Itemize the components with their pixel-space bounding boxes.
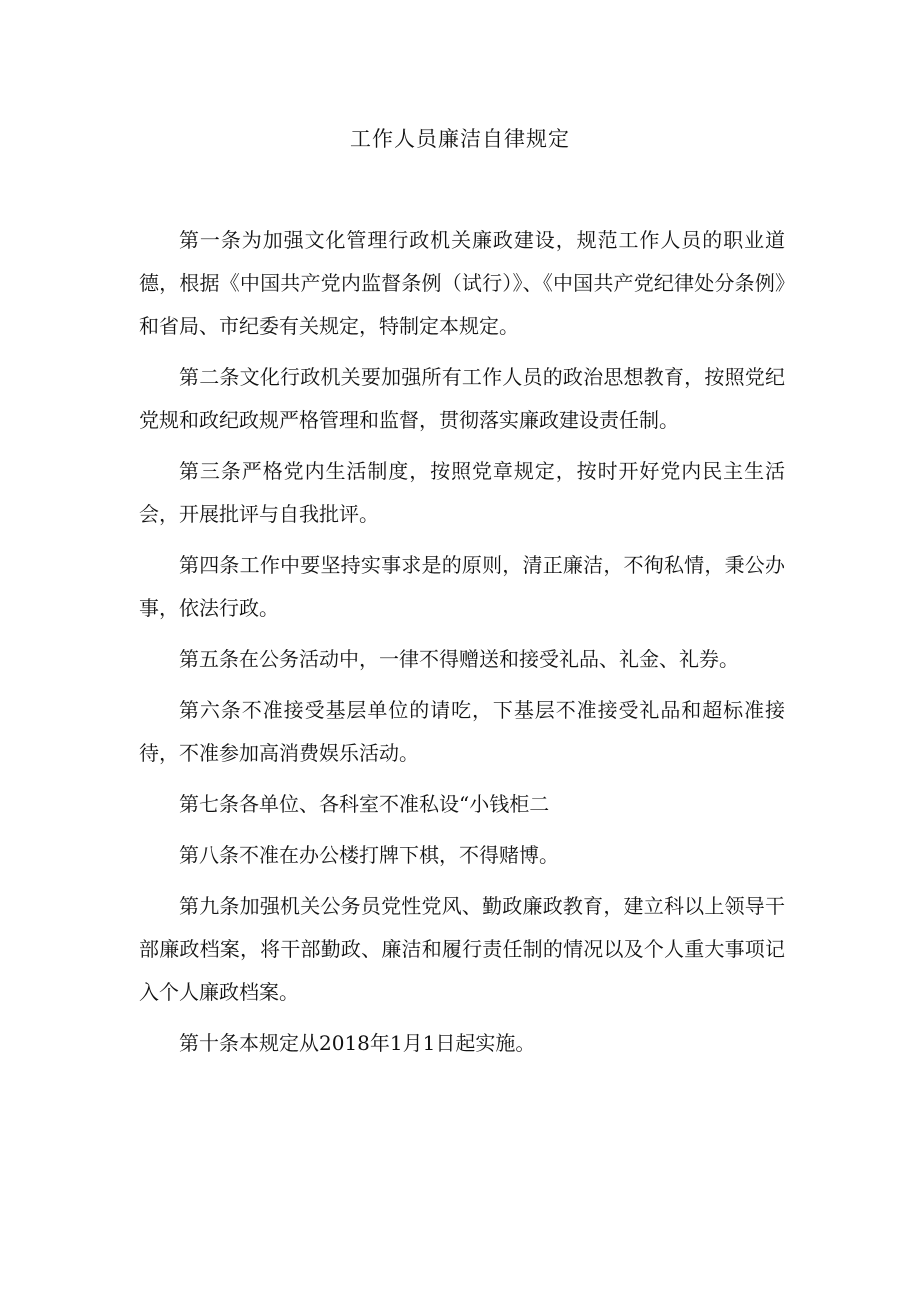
article-9: 第九条加强机关公务员党性党风、勤政廉政教育，建立科以上领导干部廉政档案，将干部勤政、廉洁和履行责任制的情况以及个人重大事项记入个人廉政档案。 xyxy=(139,894,785,1004)
article-10: 第十条本规定从2018年1月1日起实施。 xyxy=(179,1031,536,1055)
article-5: 第五条在公务活动中，一律不得赠送和接受礼品、礼金、礼券。 xyxy=(179,647,739,671)
article-3: 第三条严格党内生活制度，按照党章规定，按时开好党内民主生活会，开展批评与自我批评。 xyxy=(139,459,785,526)
document-title: 工作人员廉洁自律规定 xyxy=(350,127,570,151)
article-4: 第四条工作中要坚持实事求是的原则，清正廉洁，不徇私情，秉公办事，依法行政。 xyxy=(139,553,785,620)
article-2: 第二条文化行政机关要加强所有工作人员的政治思想教育，按照党纪党规和政纪政规严格管理和监督，贯彻落实廉政建设责任制。 xyxy=(139,365,785,432)
document-body xyxy=(139,219,785,1073)
article-8: 第八条不准在办公楼打牌下棋，不得赌博。 xyxy=(179,843,559,867)
article-7: 第七条各单位、各科室不准私设“小钱柜二 xyxy=(179,792,550,816)
article-1: 第一条为加强文化管理行政机关廉政建设，规范工作人员的职业道德，根据《中国共产党内监督条例（试行）》、《中国共产党纪律处分条例》和省局、市纪委有关规定，特制定本规定。 xyxy=(139,228,785,338)
article-6: 第六条不准接受基层单位的请吃，下基层不准接受礼品和超标准接待，不准参加高消费娱乐活动。 xyxy=(139,698,785,765)
